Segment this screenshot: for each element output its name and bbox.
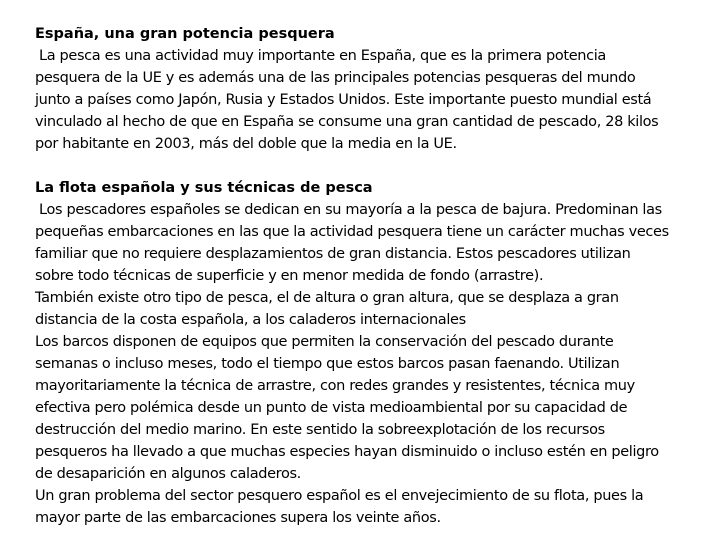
section-fleet-techniques bbox=[35, 177, 705, 529]
document-body bbox=[35, 23, 705, 529]
paragraph-line: sobre todo técnicas de superficie y en menor medida de fondo (arrastre). bbox=[35, 268, 544, 284]
paragraph-line: destrucción del medio marino. En este sentido la sobreexplotación de los recursos bbox=[35, 422, 605, 438]
paragraph-line: por habitante en 2003, más del doble que la media en la UE. bbox=[35, 136, 457, 152]
paragraph-line: Un gran problema del sector pesquero español es el envejecimiento de su flota, pues la bbox=[35, 488, 644, 504]
paragraph-line: La pesca es una actividad muy importante en España, que es la primera potencia bbox=[39, 48, 606, 64]
paragraph-line: Los barcos disponen de equipos que permiten la conservación del pescado durante bbox=[35, 334, 614, 350]
paragraph-line: junto a países como Japón, Rusia y Estados Unidos. Este importante puesto mundial está bbox=[35, 92, 652, 108]
section-spain-fishing-power bbox=[35, 23, 705, 155]
paragraph-line: pesqueros ha llevado a que muchas especies hayan disminuido o incluso estén en peligro bbox=[35, 444, 659, 460]
paragraph-line: de desaparición en algunos caladeros. bbox=[35, 466, 301, 482]
paragraph-line: distancia de la costa española, a los caladeros internacionales bbox=[35, 312, 466, 328]
paragraph-line: También existe otro tipo de pesca, el de altura o gran altura, que se desplaza a gran bbox=[35, 290, 619, 306]
paragraph-line: semanas o incluso meses, todo el tiempo que estos barcos pasan faenando. Utilizan bbox=[35, 356, 620, 372]
section-heading: España, una gran potencia pesquera bbox=[35, 26, 335, 42]
paragraph-line: pesquera de la UE y es además una de las principales potencias pesqueras del mundo bbox=[35, 70, 636, 86]
paragraph-line: efectiva pero polémica desde un punto de vista medioambiental por su capacidad de bbox=[35, 400, 628, 416]
paragraph-line: pequeñas embarcaciones en las que la actividad pesquera tiene un carácter muchas veces bbox=[35, 224, 669, 240]
paragraph-line: mayor parte de las embarcaciones supera los veinte años. bbox=[35, 510, 441, 526]
section-heading: La flota española y sus técnicas de pesca bbox=[35, 180, 373, 196]
paragraph-line: Los pescadores españoles se dedican en su mayoría a la pesca de bajura. Predominan las bbox=[39, 202, 662, 218]
paragraph-line: mayoritariamente la técnica de arrastre, con redes grandes y resistentes, técnica muy bbox=[35, 378, 635, 394]
paragraph-line: familiar que no requiere desplazamientos de gran distancia. Estos pescadores utilizan bbox=[35, 246, 631, 262]
paragraph-line: vinculado al hecho de que en España se consume una gran cantidad de pescado, 28 kilos bbox=[35, 114, 659, 130]
